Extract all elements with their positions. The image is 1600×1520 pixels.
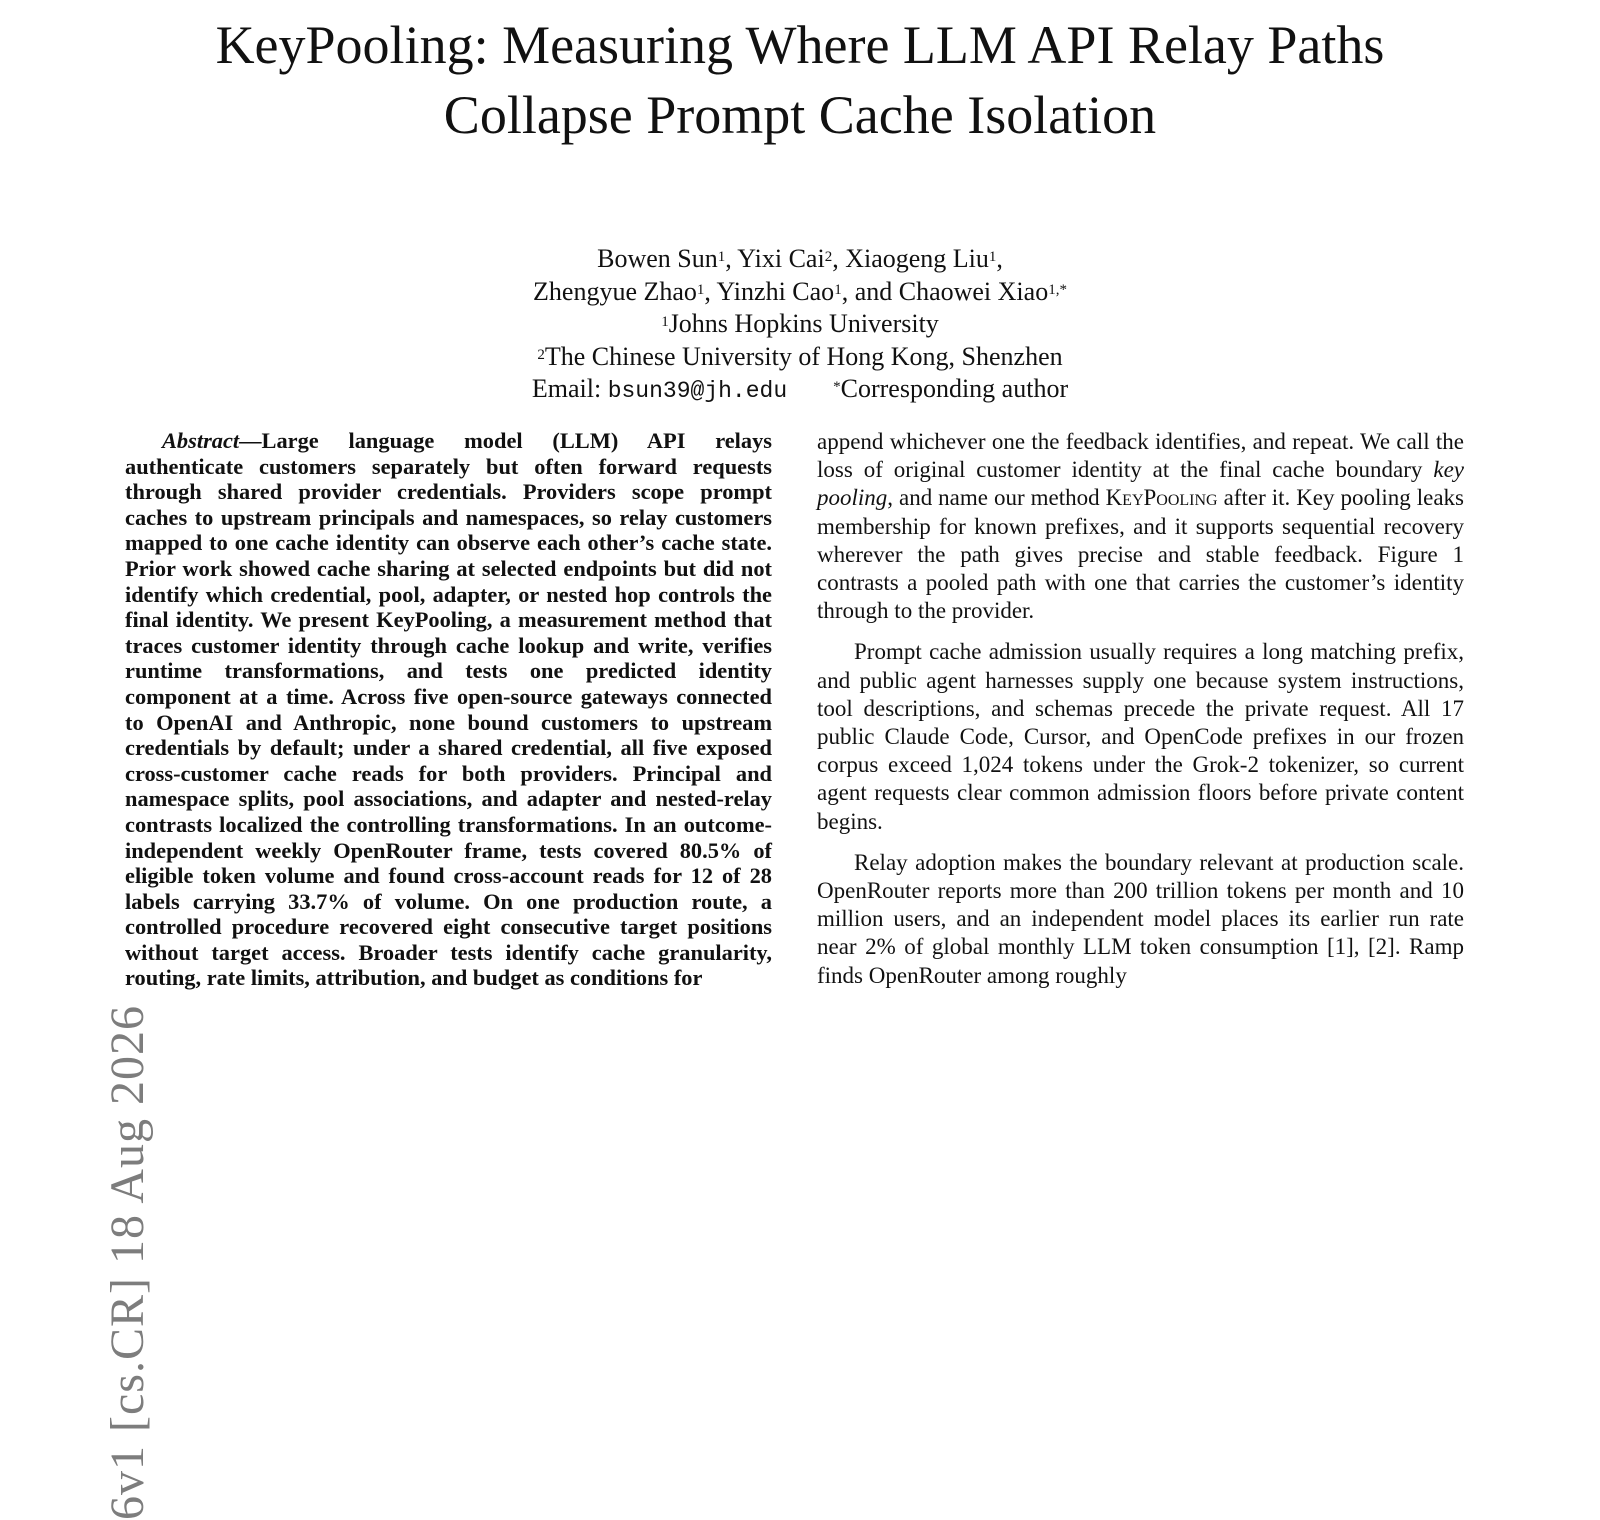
abstract-label: Abstract	[162, 428, 240, 453]
authors-line-1: Bowen Sun$^1$, Yixi Cai$^2$, Xiaogeng Liu$^1$,	[597, 244, 1003, 273]
contact-line: Email: bsun39@jh.edu *Corresponding author	[531, 374, 1069, 404]
corresponding-author-note: Corresponding author	[840, 374, 1069, 403]
title-line-2: Collapse Prompt Cache Isolation	[443, 85, 1157, 145]
abstract-column	[125, 428, 772, 991]
introduction-column	[817, 428, 1464, 990]
author-block	[0, 243, 1600, 408]
arxiv-sidebar	[55, 440, 154, 1520]
affiliation-2: $^2$The Chinese University of Hong Kong, Shenzhen	[537, 341, 1063, 371]
abstract-text: —Large language model (LLM) API relays authenticate customers separately but often forward requests through shared provider credentials. Providers scope prompt caches to upstream principals and namespaces, so relay customers mapped to one cache identity can observe each other’s cache state. Prior work showed cache sharing at selected endpoints but did not identify which credential, pool, adapter, or nested hop controls the final identity. We present KeyPooling, a measurement method that traces customer identity through cache lookup and write, verifies runtime transformations, and tests one predicted identity component at a time. Across five open-source gateways connected to OpenAI and Anthropic, none bound customers to upstream credentials by default; under a shared credential, all five exposed cross-customer cache reads for both providers. Principal and namespace splits, pool associations, and adapter and nested-relay contrasts localized the controlling transformations. In an outcome-independent weekly OpenRouter frame, tests covered 80.5% of eligible token volume and found cross-account reads for 12 of 28 labels carrying 33.7% of volume. On one production route, a controlled procedure recovered eight consecutive target positions without target access. Broader tests identify cache granularity, routing, rate limits, attribution, and budget as conditions for	[125, 428, 772, 991]
intro-paragraph-3: Relay adoption makes the boundary relevant at production scale. OpenRouter reports more than 200 trillion tokens per month and 10 million users, and an independent model places its earlier run rate near 2% of global monthly LLM token consumption [1], [2]. Ramp finds OpenRouter among roughly	[817, 849, 1464, 988]
intro-paragraph-2: Prompt cache admission usually requires a long matching prefix, and public agent harnesses supply one because system instructions, tool descriptions, and schemas precede the private request. All 17 public Claude Code, Cursor, and OpenCode prefixes in our frozen corpus exceed 1,024 tokens under the Grok-2 tokenizer, so current agent requests clear common admission floors before private content begins.	[817, 639, 1464, 834]
affiliation-1: $^1$Johns Hopkins University	[661, 309, 939, 338]
title-line-1: KeyPooling: Measuring Where LLM API Relay Paths	[215, 15, 1385, 75]
abstract	[125, 428, 772, 991]
paper-title	[0, 10, 1600, 150]
method-name: KeyPooling	[1105, 485, 1218, 511]
arxiv-stamp: 6v1 [cs.CR] 18 Aug 2026	[101, 1005, 154, 1520]
key-pooling-term: key pooling	[817, 457, 1464, 511]
email-address: bsun39@jh.edu	[607, 378, 788, 404]
authors-line-2: Zhengyue Zhao$^1$, Yinzhi Cao$^1$, and Chaowei Xiao$^{1,*}$	[533, 276, 1067, 306]
intro-paragraph-1: append whichever one the feedback identifies, and repeat. We call the loss of original customer identity at the final cache boundary key pooling, and name our method KeyPooling after it. Key pooling leaks membership for known prefixes, and it supports sequential recovery wherever the path gives precise and stable feedback. Figure 1 contrasts a pooled path with one that carries the customer’s identity through to the provider.	[817, 429, 1464, 624]
